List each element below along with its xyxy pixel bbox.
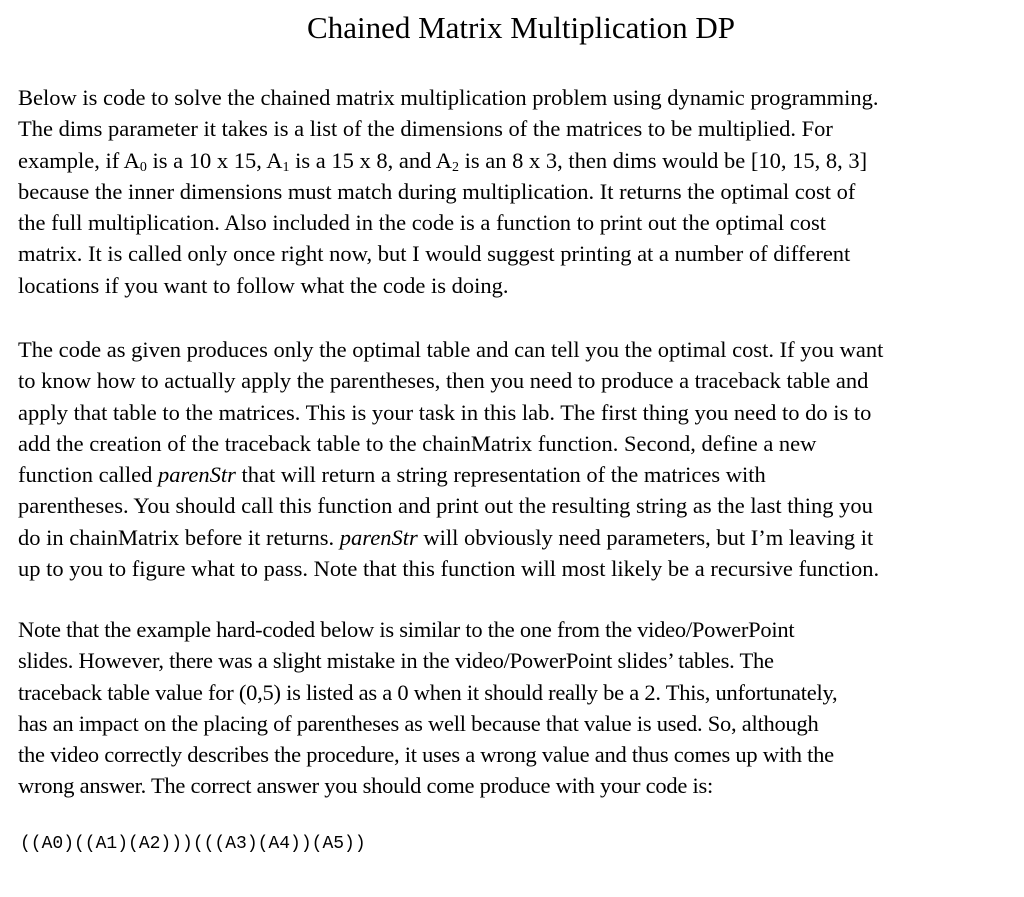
text-line [18, 459, 1018, 490]
text-segment: that will return a string representation of the matrices with [235, 462, 766, 488]
note-paragraph [18, 614, 1018, 802]
page-title: Chained Matrix Multiplication DP [307, 10, 735, 45]
text-line: traceback table value for (0,5) is listed as a 0 when it should really be a 2. This, unfortunately, [18, 679, 838, 705]
text-line: because the inner dimensions must match during multiplication. It returns the optimal cost of [18, 178, 856, 204]
subscript: 2 [451, 159, 459, 175]
text-line: locations if you want to follow what the code is doing. [18, 272, 509, 298]
task-paragraph [18, 334, 1018, 584]
text-line: matrix. It is called only once right now, but I would suggest printing at a number of different [18, 241, 851, 267]
text-line: the video correctly describes the procedure, it uses a wrong value and thus comes up with the [18, 742, 834, 768]
text-segment: example, if A [18, 147, 140, 173]
text-line: wrong answer. The correct answer you should come produce with your code is: [18, 773, 714, 799]
answer-code: ((A0)((A1)(A2)))(((A3)(A4))(A5)) [20, 834, 366, 854]
text-segment: will obviously need parameters, but I’m leaving it [417, 524, 874, 550]
text-line: slides. However, there was a slight mistake in the video/PowerPoint slides’ tables. The [18, 648, 774, 674]
function-name: parenStr [157, 462, 236, 488]
subscript: 1 [282, 159, 290, 175]
text-segment: is a 15 x 8, and A [289, 147, 452, 173]
text-segment: is a 10 x 15, A [146, 147, 283, 173]
subscript: 0 [139, 159, 147, 175]
text-line: apply that table to the matrices. This is your task in this lab. The first thing you need to do is to [18, 399, 872, 425]
text-line: Below is code to solve the chained matrix multiplication problem using dynamic programming. [18, 85, 879, 110]
text-line: The code as given produces only the optimal table and can tell you the optimal cost. If you want [18, 337, 884, 362]
text-line: to know how to actually apply the parentheses, then you need to produce a traceback table and [18, 368, 869, 394]
function-name: parenStr [339, 524, 418, 550]
text-line: parentheses. You should call this function and print out the resulting string as the last thing you [18, 493, 873, 519]
text-line: add the creation of the traceback table to the chainMatrix function. Second, define a new [18, 430, 817, 456]
text-line [18, 522, 1018, 553]
text-segment: is an 8 x 3, then dims would be [10, 15, 8, 3] [458, 147, 868, 173]
intro-paragraph [18, 82, 1018, 301]
text-line: the full multiplication. Also included in the code is a function to print out the optimal cost [18, 210, 826, 236]
text-line: has an impact on the placing of parentheses as well because that value is used. So, although [18, 710, 819, 736]
text-line: up to you to figure what to pass. Note that this function will most likely be a recursive function. [18, 556, 880, 582]
text-line [18, 145, 1018, 176]
text-line: The dims parameter it takes is a list of the dimensions of the matrices to be multiplied. For [18, 116, 833, 142]
text-segment: do in chainMatrix before it returns. [18, 524, 340, 550]
text-segment: function called [18, 462, 158, 488]
text-line: Note that the example hard-coded below is similar to the one from the video/PowerPoint [18, 617, 795, 642]
